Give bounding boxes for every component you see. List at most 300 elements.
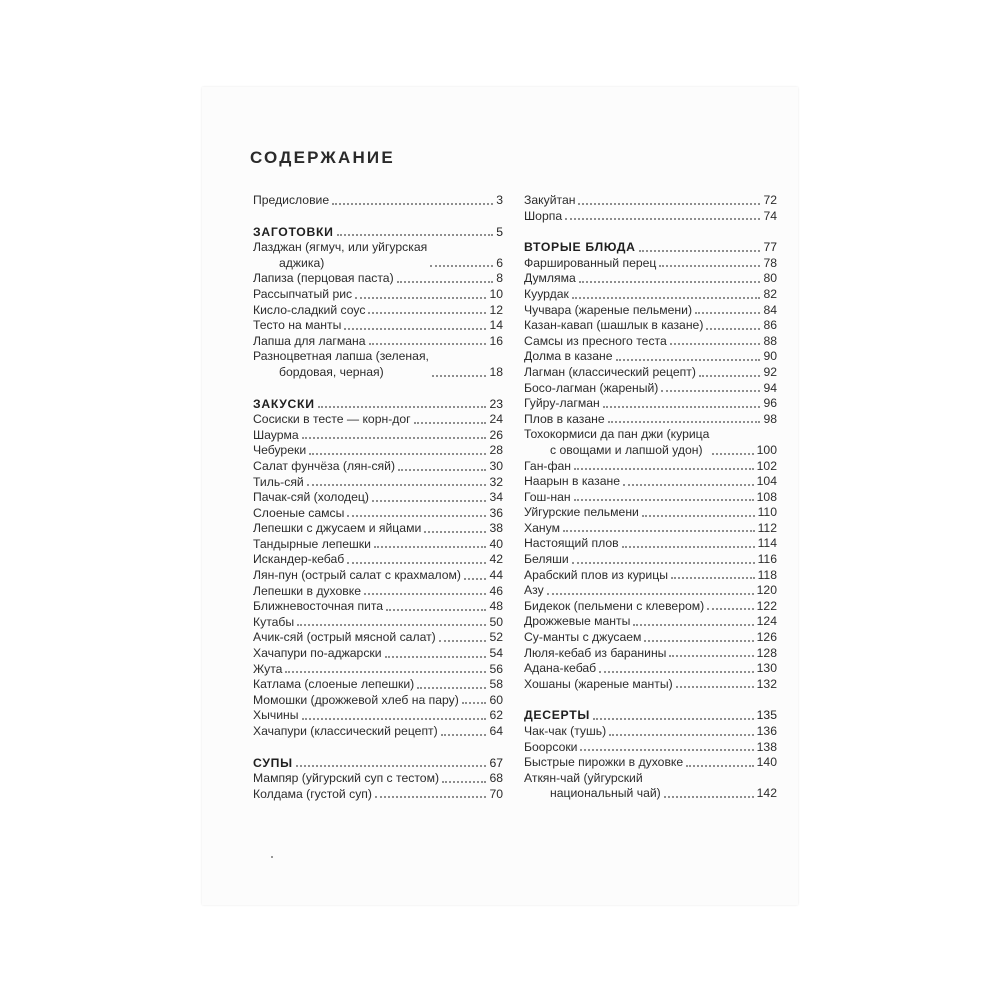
entry-title-line-2: аджика): [279, 255, 325, 270]
section-heading-text: [253, 225, 334, 241]
toc-entry: [253, 459, 503, 475]
section-gap: [253, 209, 503, 225]
entry-title-line: Быстрые пирожки в духовке: [524, 755, 684, 770]
entry-title-line: Люля-кебаб из баранины: [524, 645, 667, 660]
toc-entry: [524, 661, 777, 677]
dot-leader: [574, 468, 754, 470]
entry-title-line: Наарын в казане: [524, 474, 620, 489]
entry-title: [253, 584, 361, 600]
entry-title: [253, 521, 421, 537]
toc-entry: [524, 568, 777, 584]
entry-title-line: Шорпа: [524, 208, 563, 223]
entry-title-line: Шаурма: [253, 427, 299, 442]
entry-title: [253, 490, 369, 506]
toc-entry: [524, 740, 777, 756]
entry-title: [524, 334, 667, 350]
entry-title-line: Тиль-сяй: [253, 474, 304, 489]
entry-title: [524, 256, 656, 272]
page-number: 23: [489, 396, 503, 411]
entry-title-line: Момошки (дрожжевой хлеб на пару): [253, 692, 459, 707]
dot-leader: [355, 297, 486, 299]
entry-title-line: ЗАГОТОВКИ: [253, 224, 334, 239]
page-number: 120: [756, 583, 777, 598]
page-number: 94: [763, 380, 777, 395]
entry-title: [524, 740, 577, 756]
entry-title: [524, 646, 666, 662]
entry-title-line: Уйгурские пельмени: [524, 505, 639, 520]
entry-title-line: Слоеные самсы: [253, 505, 345, 520]
page-number: 132: [756, 676, 777, 691]
entry-title: [524, 771, 661, 802]
dot-leader: [699, 375, 761, 377]
page-number: 118: [757, 567, 777, 582]
entry-title-line: Закуйтан: [524, 193, 576, 207]
dot-leader: [580, 749, 753, 751]
entry-title: [524, 396, 600, 412]
page-number: 5: [496, 224, 503, 239]
dot-leader: [686, 765, 753, 767]
entry-title: [524, 552, 569, 568]
page-number: 96: [763, 396, 777, 411]
entry-title: [524, 303, 692, 319]
dot-leader: [386, 609, 486, 611]
entry-title: [253, 646, 382, 662]
entry-title-line: Рассыпчатый рис: [253, 286, 353, 301]
entry-title-line: Лазджан (ягмуч, или уйгурская: [253, 240, 428, 255]
dot-leader: [593, 718, 754, 720]
page-number: 8: [496, 271, 503, 286]
dot-leader: [623, 484, 754, 486]
entry-title-line: Кисло-сладкий соус: [253, 302, 366, 317]
page-number: 36: [489, 505, 503, 520]
entry-title: [253, 599, 383, 615]
page-number: 67: [489, 755, 503, 770]
entry-title-line: Салат фунчёза (лян-сяй): [253, 458, 396, 473]
dot-leader: [579, 281, 761, 283]
dot-leader: [642, 515, 755, 517]
page-number: 48: [489, 599, 503, 614]
toc-entry: [253, 615, 503, 631]
dot-leader: [706, 328, 760, 330]
page-number: 40: [489, 536, 503, 551]
entry-title-line: Хачапури (классический рецепт): [253, 724, 438, 738]
page-number: 42: [489, 552, 503, 567]
entry-title-line: Разноцветная лапша (зеленая,: [253, 349, 429, 364]
entry-title: [524, 724, 606, 740]
toc-entry: [524, 396, 777, 412]
dot-leader: [572, 562, 755, 564]
page-number: 70: [489, 786, 503, 801]
toc-entry: [253, 568, 503, 584]
toc-entry: [524, 614, 777, 630]
entry-title: [524, 614, 630, 630]
dot-leader: [695, 312, 760, 314]
toc-section-zagotovki: [253, 225, 503, 381]
dot-leader: [603, 406, 761, 408]
entry-title: [253, 443, 306, 459]
page-number: 112: [757, 520, 777, 535]
entry-title-line: Аткян-чай (уйгурский: [524, 770, 643, 785]
dot-leader: [671, 577, 755, 579]
dot-leader: [664, 796, 754, 798]
toc-entry: [524, 646, 777, 662]
dot-leader: [669, 655, 753, 657]
toc-entry: [524, 521, 777, 537]
page-number: 58: [489, 677, 503, 692]
entry-title: [253, 193, 329, 209]
toc-entry: [524, 724, 777, 740]
page-number: 80: [763, 271, 777, 286]
entry-title-line: Лапша для лагмана: [253, 333, 366, 348]
entry-title: [524, 427, 709, 458]
page-number: 128: [756, 645, 777, 660]
toc-entry: [253, 287, 503, 303]
entry-title-line: Чебуреки: [253, 443, 307, 458]
toc-entry: [253, 475, 503, 491]
dot-leader: [347, 515, 486, 517]
section-heading-text: [524, 708, 590, 724]
entry-title: [253, 630, 436, 646]
entry-title-line: Мампяр (уйгурский суп с тестом): [253, 771, 440, 786]
print-speck: [271, 856, 273, 858]
dot-leader: [369, 343, 487, 345]
page-number: 138: [756, 739, 777, 754]
toc-section-zakuski: [253, 397, 503, 740]
dot-leader: [464, 578, 486, 580]
toc-entry: [253, 646, 503, 662]
page-number: 122: [756, 598, 777, 613]
toc-entry: [253, 490, 503, 506]
section-gap: [524, 692, 777, 708]
dot-leader: [385, 656, 487, 658]
entry-title: [524, 193, 575, 209]
entry-title: [524, 630, 641, 646]
entry-title-line-2: национальный чай): [550, 786, 661, 801]
section-gap: [253, 740, 503, 756]
toc-entry: [524, 318, 777, 334]
entry-title-line: Босо-лагман (жареный): [524, 380, 659, 395]
toc-entry: [524, 505, 777, 521]
page-number: 102: [756, 458, 777, 473]
entry-title-line: Долма в казане: [524, 349, 613, 364]
dot-leader: [344, 328, 486, 330]
toc-section-vtorye: [524, 240, 777, 692]
entry-title: [524, 349, 613, 365]
page-number: 3: [496, 193, 503, 207]
page-number: 90: [763, 349, 777, 364]
entry-title: [253, 428, 299, 444]
dot-leader: [622, 546, 755, 548]
dot-leader: [639, 250, 761, 252]
page-number: 100: [756, 442, 777, 457]
dot-leader: [397, 281, 494, 283]
dot-leader: [439, 640, 487, 642]
page-number: 135: [756, 708, 777, 723]
toc-entry: [524, 271, 777, 287]
entry-title: [524, 677, 673, 693]
dot-leader: [565, 218, 760, 220]
page-number: 10: [489, 286, 503, 301]
toc-entry: [253, 193, 503, 209]
entry-title-line: Хычины: [253, 708, 299, 723]
page-number: 32: [489, 474, 503, 489]
dot-leader: [337, 234, 494, 236]
dot-leader: [661, 390, 760, 392]
entry-title-line: Адана-кебаб: [524, 661, 597, 676]
page-title: СОДЕРЖАНИЕ: [250, 148, 395, 167]
toc-entry: [253, 334, 503, 350]
entry-title-line: Ачик-сяй (острый мясной салат): [253, 630, 436, 645]
dot-leader: [302, 718, 487, 720]
page-number: 92: [763, 364, 777, 379]
toc-entry: [253, 303, 503, 319]
dot-leader: [442, 781, 486, 783]
dot-leader: [368, 312, 486, 314]
entry-title: [524, 209, 562, 225]
toc-entry: [524, 677, 777, 693]
page-number: 46: [489, 583, 503, 598]
toc-column-right: [524, 193, 777, 802]
entry-title: [253, 677, 414, 693]
page-number: 140: [756, 755, 777, 770]
entry-title-line: Сосиски в тесте — корн-дог: [253, 412, 411, 427]
toc-entry: [253, 677, 503, 693]
dot-leader: [285, 671, 486, 673]
toc-entry: [253, 552, 503, 568]
entry-title-line: Гош-нан: [524, 489, 571, 504]
dot-leader: [574, 499, 754, 501]
entry-title-line: Куурдак: [524, 286, 569, 301]
entry-title: [524, 459, 571, 475]
page-number: 56: [489, 661, 503, 676]
entry-title: [253, 552, 344, 568]
entry-title: [253, 334, 366, 350]
page-number: 108: [756, 489, 777, 504]
toc-group-intro: [253, 193, 503, 209]
entry-title-line-2: бордовая, черная): [279, 364, 384, 379]
entry-title-line: Искандер-кебаб: [253, 552, 345, 567]
toc-entry: [524, 303, 777, 319]
entry-title-line: Тандырные лепешки: [253, 536, 371, 551]
entry-title-line: Самсы из пресного теста: [524, 333, 667, 348]
dot-leader: [332, 203, 493, 205]
dot-leader: [347, 562, 486, 564]
page-number: 16: [489, 333, 503, 348]
entry-title: [524, 568, 668, 584]
entry-title-line: Лапиза (перцовая паста): [253, 271, 394, 286]
dot-leader: [296, 765, 487, 767]
entry-title: [524, 490, 571, 506]
entry-title: [524, 755, 683, 771]
toc-entry: [524, 599, 777, 615]
toc-entry: [253, 787, 503, 803]
page-number: 38: [489, 521, 503, 536]
toc-entry: [524, 427, 777, 458]
dot-leader: [644, 640, 753, 642]
dot-leader: [374, 546, 487, 548]
entry-title: [524, 412, 605, 428]
toc-entry: [524, 459, 777, 475]
page-number: 24: [489, 412, 503, 427]
entry-title: [253, 568, 461, 584]
page-number: 30: [489, 458, 503, 473]
toc-entry: [253, 506, 503, 522]
page-number: 86: [763, 318, 777, 333]
entry-title: [253, 708, 299, 724]
entry-title: [524, 474, 620, 490]
dot-leader: [302, 437, 487, 439]
entry-title: [524, 271, 576, 287]
toc-entry: [524, 365, 777, 381]
entry-title: [524, 536, 619, 552]
toc-section-deserty: [524, 708, 777, 802]
toc-entry: [253, 537, 503, 553]
entry-title: [253, 349, 429, 380]
entry-title-line: Ханум: [524, 520, 560, 535]
entry-title-line: Лепешки в духовке: [253, 583, 361, 598]
entry-title: [253, 303, 365, 319]
page-number: 82: [763, 286, 777, 301]
entry-title-line: Казан-кавап (шашлык в казане): [524, 318, 704, 333]
toc-entry: [253, 584, 503, 600]
section-heading: [253, 756, 503, 772]
entry-title-line-2: с овощами и лапшой удон): [550, 442, 703, 457]
page-number: 62: [489, 708, 503, 723]
toc-section-supy: [253, 756, 503, 803]
dot-leader: [676, 686, 754, 688]
toc-entry: [524, 209, 777, 225]
entry-title-line: Колдама (густой суп): [253, 786, 372, 801]
section-heading: [524, 708, 777, 724]
entry-title: [253, 318, 341, 334]
page-number: 54: [489, 646, 503, 661]
toc-entry: [524, 552, 777, 568]
toc-entry: [253, 240, 503, 271]
entry-title-line: ЗАКУСКИ: [253, 396, 315, 411]
entry-title-line: Пачак-сяй (холодец): [253, 490, 369, 505]
entry-title-line: Дрожжевые манты: [524, 614, 631, 629]
toc-entry: [253, 521, 503, 537]
toc-entry: [253, 318, 503, 334]
toc-entry: [253, 428, 503, 444]
dot-leader: [712, 453, 753, 455]
dot-leader: [563, 530, 755, 532]
toc-entry: [524, 474, 777, 490]
entry-title: [253, 662, 282, 678]
dot-leader: [432, 375, 487, 377]
toc-entry: [253, 349, 503, 380]
entry-title: [253, 724, 438, 740]
entry-title: [253, 412, 411, 428]
toc-entry: [253, 724, 503, 740]
page-number: 114: [757, 536, 777, 551]
toc-entry: [524, 412, 777, 428]
entry-title: [524, 381, 658, 397]
entry-title: [524, 318, 703, 334]
entry-title: [253, 240, 427, 271]
toc-entry: [524, 771, 777, 802]
entry-title: [253, 693, 459, 709]
page-number: 64: [489, 724, 503, 738]
dot-leader: [372, 500, 487, 502]
entry-title-line: Хошаны (жареные манты): [524, 676, 673, 691]
toc-entry: [253, 599, 503, 615]
page-number: 18: [489, 364, 503, 379]
dot-leader: [616, 359, 761, 361]
page-number: 142: [756, 786, 777, 801]
toc-entry: [524, 490, 777, 506]
page-number: 72: [763, 193, 777, 207]
section-heading-text: [253, 397, 315, 413]
dot-leader: [398, 469, 486, 471]
toc-entry: [253, 271, 503, 287]
entry-title: [253, 787, 372, 803]
page-number: 12: [489, 302, 503, 317]
entry-title: [253, 615, 294, 631]
toc-entry: [253, 662, 503, 678]
dot-leader: [659, 265, 760, 267]
page-number: 98: [763, 411, 777, 426]
toc-entry: [524, 256, 777, 272]
section-heading: [253, 397, 503, 413]
dot-leader: [608, 421, 761, 423]
section-heading-text: [524, 240, 636, 256]
dot-leader: [441, 734, 487, 736]
entry-title-line: Думляма: [524, 271, 576, 286]
dot-leader: [364, 593, 486, 595]
toc-entry: [524, 287, 777, 303]
entry-title: [253, 537, 371, 553]
page-number: 126: [756, 630, 777, 645]
dot-leader: [375, 796, 486, 798]
toc-entry: [524, 755, 777, 771]
dot-leader: [417, 687, 486, 689]
entry-title-line: Арабский плов из курицы: [524, 567, 668, 582]
page-number: 44: [489, 568, 503, 583]
dot-leader: [414, 422, 487, 424]
toc-entry: [253, 771, 503, 787]
toc-group-supy-continued: [524, 193, 777, 224]
entry-title-line: Фаршированный перец: [524, 255, 657, 270]
entry-title: [253, 459, 395, 475]
page-number: 26: [489, 427, 503, 442]
entry-title-line: Жута: [253, 661, 283, 676]
entry-title-line: Тохокормиси да пан джи (курица: [524, 427, 710, 442]
section-heading: [524, 240, 777, 256]
page-number: 6: [496, 255, 503, 270]
toc-entry: [253, 708, 503, 724]
entry-title-line: Лян-пун (острый салат с крахмалом): [253, 568, 461, 583]
toc-entry: [524, 381, 777, 397]
section-heading: [253, 225, 503, 241]
entry-title-line: Беляши: [524, 552, 569, 567]
entry-title-line: Ближневосточная пита: [253, 599, 384, 614]
entry-title: [524, 521, 560, 537]
toc-column-left: [253, 193, 503, 802]
toc-entry: [524, 536, 777, 552]
entry-title-line: Бидекок (пельмени с клевером): [524, 598, 705, 613]
section-heading-text: [253, 756, 293, 772]
entry-title: [253, 475, 304, 491]
page-number: 88: [763, 333, 777, 348]
page-number: 28: [489, 443, 503, 458]
entry-title-line: Лепешки с джусаем и яйцами: [253, 521, 422, 536]
dot-leader: [578, 203, 760, 205]
page-number: 52: [489, 630, 503, 645]
dot-leader: [309, 453, 486, 455]
page-number: 78: [763, 255, 777, 270]
dot-leader: [424, 531, 486, 533]
